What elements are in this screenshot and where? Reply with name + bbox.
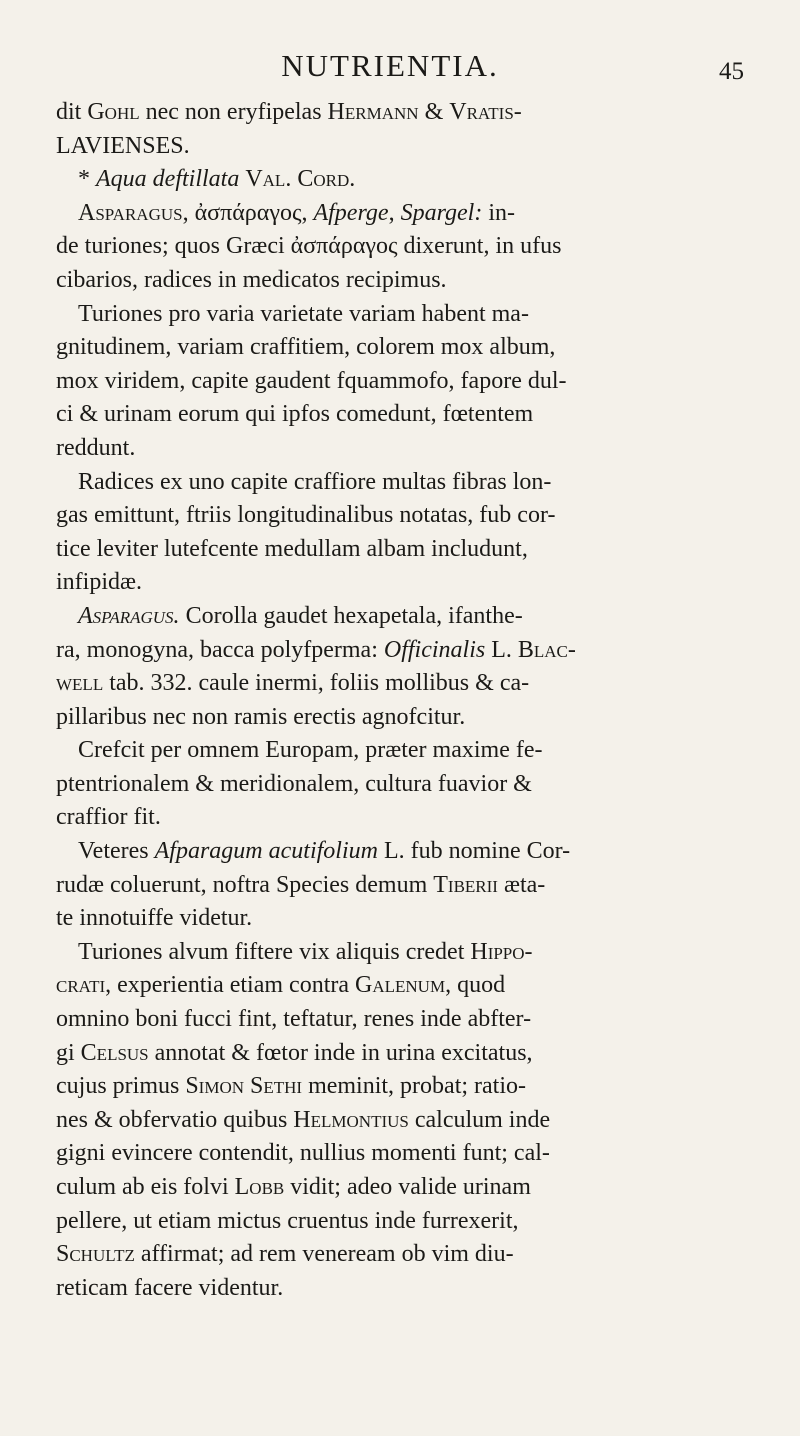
text-line	[56, 701, 752, 735]
text-line	[56, 1070, 752, 1104]
text-line	[56, 969, 752, 1003]
text-line	[56, 734, 752, 768]
text-segment: reticam facere videntur.	[56, 1274, 284, 1301]
text-segment: Spargel:	[400, 199, 483, 226]
text-segment: meminit, probat; ratio-	[302, 1073, 527, 1100]
text-line	[56, 667, 752, 701]
text-segment: well	[56, 670, 104, 697]
text-line	[56, 1171, 752, 1205]
text-segment: Afparagum acutifolium	[154, 838, 378, 865]
text-segment: Asparagus	[78, 199, 183, 226]
text-segment: reddunt.	[56, 434, 136, 461]
text-segment: omnino boni fucci fint, teftatur, renes inde abfter-	[56, 1006, 532, 1033]
text-line	[56, 634, 752, 668]
text-segment: Tiberii	[433, 871, 498, 898]
text-segment: craffior fit.	[56, 804, 161, 831]
text-segment: te innotuiffe videtur.	[56, 905, 253, 932]
text-line	[56, 1037, 752, 1071]
text-segment: culum ab eis folvi	[56, 1174, 235, 1200]
text-segment: Hermann	[327, 99, 419, 125]
text-segment: Galenum	[355, 972, 446, 999]
text-line	[56, 230, 752, 264]
text-segment: Asparagus.	[78, 602, 180, 629]
text-line	[56, 365, 752, 399]
running-title: NUTRIENTIA.	[281, 48, 499, 83]
text-segment: Turiones alvum fiftere vix aliquis credet	[78, 938, 471, 965]
text-segment: ra, monogyna, bacca polyfperma:	[56, 636, 384, 663]
text-line	[56, 1205, 752, 1239]
text-line	[56, 499, 752, 533]
text-segment: in-	[482, 199, 515, 226]
text-segment: vidit; adeo valide urinam	[284, 1174, 531, 1200]
text-line	[56, 1104, 752, 1138]
text-line	[56, 1137, 752, 1171]
text-segment: pellere, ut etiam mictus cruentus inde furrexerit,	[56, 1207, 519, 1234]
text-segment: annotat & fœtor inde in urina excitatus,	[148, 1039, 533, 1066]
text-line	[56, 163, 752, 197]
text-segment: Hippo-	[470, 938, 533, 965]
text-segment: L. fub nomine Cor-	[377, 838, 571, 865]
text-segment: mox viridem, capite gaudent fquammofo, fapore dul-	[56, 367, 567, 394]
text-segment: gas emittunt, ftriis longitudinalibus notatas, fub cor-	[56, 502, 556, 529]
text-line	[56, 768, 752, 802]
text-segment: gnitudinem, variam craffitiem, colorem mox album,	[56, 334, 556, 361]
text-segment: Radices ex uno capite craffiore multas fibras lon-	[78, 468, 552, 495]
body-text	[56, 96, 752, 1305]
text-line	[56, 1003, 752, 1037]
text-segment: *	[78, 166, 96, 193]
text-segment: æta-	[497, 871, 546, 898]
text-segment: Crefcit per omnem Europam, præter maxime fe-	[78, 737, 543, 764]
text-segment: , experientia etiam contra	[105, 972, 356, 999]
text-segment: gigni evincere contendit, nullius momenti funt; cal-	[56, 1140, 550, 1167]
text-segment: de turiones; quos Græci ἀσπάραγος dixerunt, in ufus	[56, 233, 562, 260]
text-segment: Officinalis	[383, 636, 486, 663]
text-segment: nec non eryfipelas	[139, 99, 328, 125]
text-segment: Vratis-	[449, 99, 522, 125]
text-segment: &	[418, 99, 450, 125]
text-line	[56, 533, 752, 567]
text-line	[56, 466, 752, 500]
text-line	[56, 600, 752, 634]
text-segment: ci & urinam eorum qui ipfos comedunt, fœtentem	[56, 401, 534, 428]
running-head	[0, 46, 800, 86]
text-segment: tab. 332. caule inermi, foliis mollibus & ca-	[103, 670, 530, 697]
text-segment: dit	[56, 99, 88, 125]
text-segment: crati	[56, 972, 106, 999]
text-segment: nes & obfervatio quibus	[56, 1106, 294, 1133]
text-segment: affirmat; ad rem veneream ob vim diu-	[134, 1241, 514, 1268]
text-segment: rudæ coluerunt, noftra Species demum	[56, 871, 434, 898]
text-segment: gi	[56, 1039, 81, 1066]
text-segment: Aqua deftillata	[96, 166, 240, 193]
text-line	[56, 566, 752, 600]
text-line	[56, 398, 752, 432]
text-segment: pillaribus nec non ramis erectis agnofcitur.	[56, 703, 466, 730]
text-segment: calculum inde	[408, 1106, 551, 1133]
text-line	[56, 835, 752, 869]
text-segment: Celsus	[80, 1039, 149, 1066]
text-segment: Lobb	[234, 1174, 285, 1200]
text-segment: Veteres	[78, 838, 155, 865]
page-number: 45	[719, 58, 744, 85]
text-line	[56, 801, 752, 835]
text-line	[56, 197, 752, 231]
text-line	[56, 1238, 752, 1272]
text-line	[56, 936, 752, 970]
text-segment: Val. Cord.	[245, 166, 356, 193]
text-segment: cujus primus	[56, 1073, 186, 1100]
text-segment: Simon Sethi	[185, 1073, 303, 1100]
text-line	[56, 298, 752, 332]
text-segment: infipidæ.	[56, 569, 143, 596]
text-line	[56, 130, 752, 164]
text-segment: Gohl	[87, 99, 140, 125]
text-segment: tice leviter lutefcente medullam albam includunt,	[56, 535, 528, 562]
text-segment: , quod	[445, 972, 506, 999]
text-line	[56, 869, 752, 903]
text-segment: Turiones pro varia varietate variam habent ma-	[78, 300, 529, 327]
text-segment: ,	[388, 199, 401, 226]
text-segment: Helmontius	[293, 1106, 409, 1133]
text-segment: , ἀσπάραγος,	[182, 199, 314, 226]
text-segment: LAVIENSES.	[56, 132, 190, 159]
text-line	[56, 1272, 752, 1306]
text-line	[56, 432, 752, 466]
text-segment: Blac-	[517, 636, 576, 663]
text-segment: L.	[485, 636, 518, 663]
text-line	[56, 331, 752, 365]
text-segment: Corolla gaudet hexapetala, ifanthe-	[179, 602, 523, 629]
text-segment: Schultz	[56, 1241, 135, 1268]
text-segment: ptentrionalem & meridionalem, cultura fuavior &	[56, 770, 532, 797]
text-segment: cibarios, radices in medicatos recipimus.	[56, 266, 447, 293]
text-line	[56, 902, 752, 936]
text-line	[56, 96, 752, 130]
text-segment: Afperge	[313, 199, 389, 226]
text-line	[56, 264, 752, 298]
